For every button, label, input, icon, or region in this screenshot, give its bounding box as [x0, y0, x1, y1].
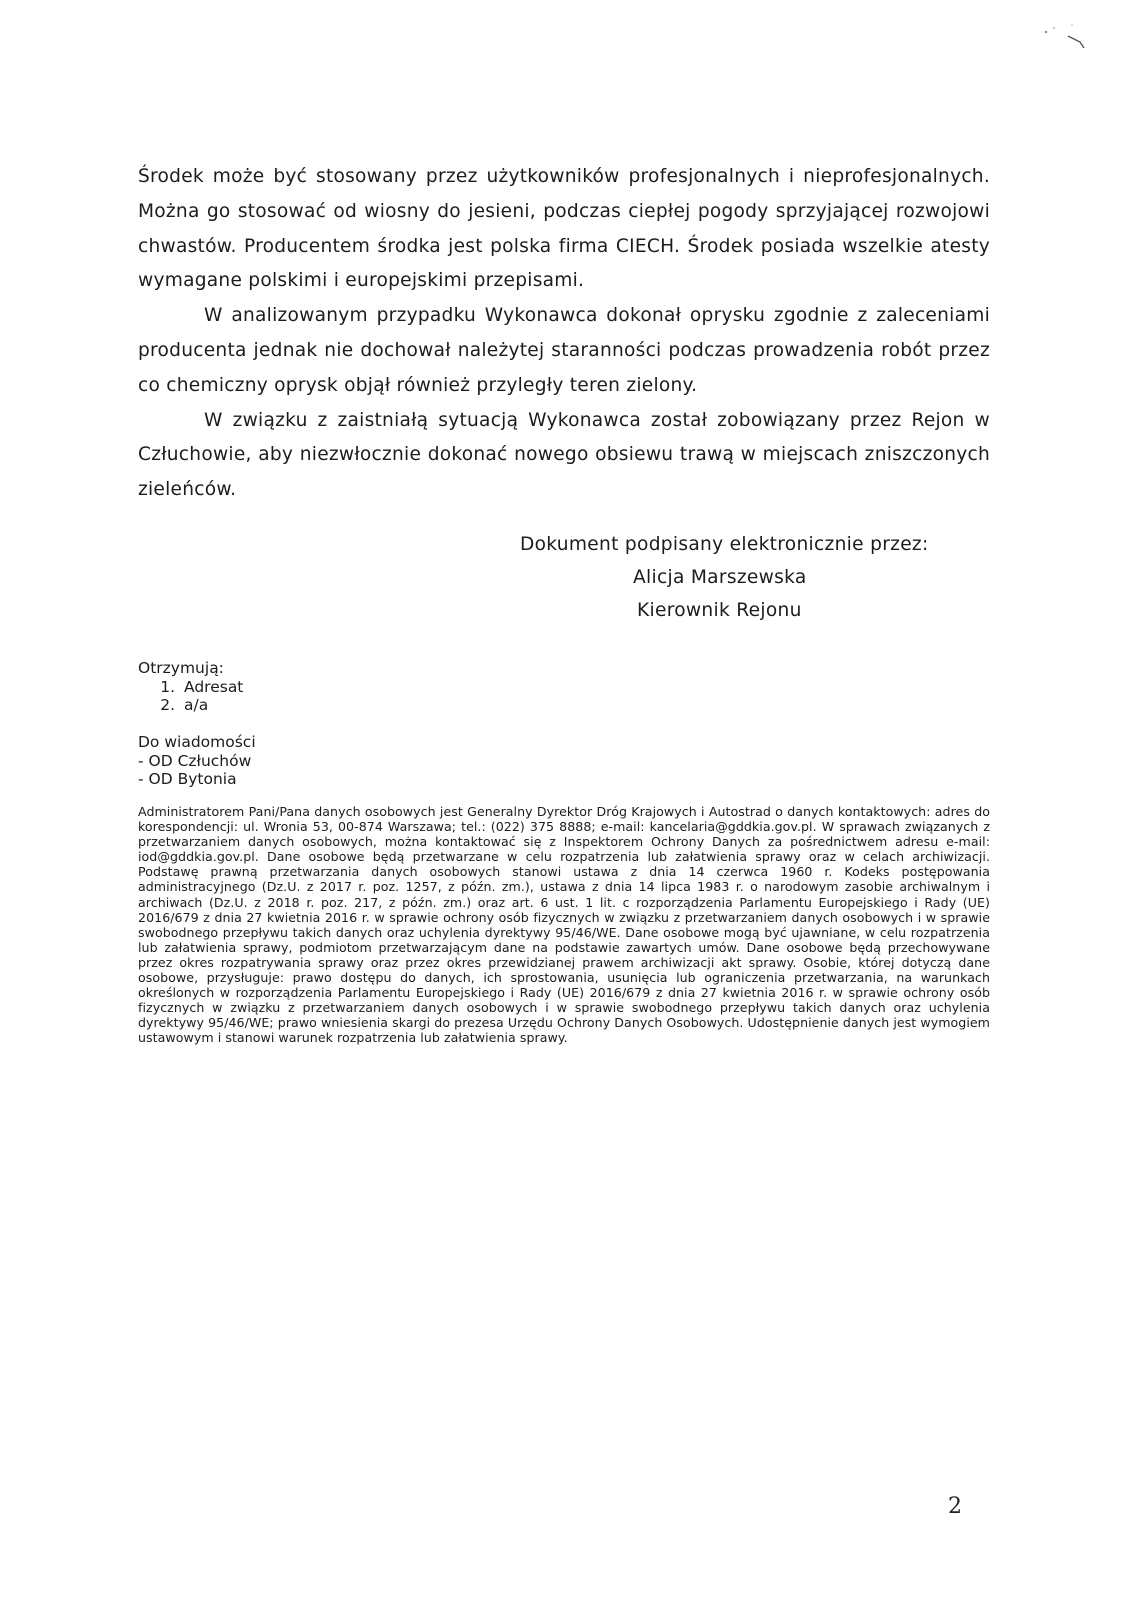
cc-section [138, 733, 256, 789]
body-paragraph: Środek może być stosowany przez użytkowników profesjonalnych i nieprofesjonalnych. Można go stosować od wiosny do jesieni, podczas ciepłej pogody sprzyjającej rozwojowi chwastów. Producentem środka jest polska firma CIECH. Środek posiada wszelkie atesty wymagane polskimi i europejskimi przepisami. [138, 166, 990, 292]
cc-heading: Do wiadomości [138, 733, 256, 751]
cc-item: - OD Bytonia [138, 770, 237, 788]
signature-block [520, 528, 940, 627]
scan-artifact-icon [1040, 22, 1090, 52]
body-paragraph: W analizowanym przypadku Wykonawca dokonał oprysku zgodnie z zaleceniami producenta jednak nie dochował należytej staranności podczas prowadzenia robót przez co chemiczny oprysk objął również przyległy teren zielony. [138, 305, 990, 396]
recipient-item: 2. a/a [180, 696, 243, 715]
body-text [138, 160, 990, 508]
cc-item: - OD Człuchów [138, 751, 252, 770]
signature-caption: Dokument podpisany elektronicznie przez: [520, 534, 929, 555]
page-number: 2 [948, 1494, 962, 1519]
body-paragraph: W związku z zaistniałą sytuacją Wykonawca został zobowiązany przez Rejon w Człuchowie, aby niezwłocznie dokonać nowego obsiewu trawą w miejscach zniszczonych zieleńców. [138, 409, 990, 501]
recipients-list [138, 678, 243, 715]
signatory-name: Alicja Marszewska [633, 567, 807, 588]
signatory-role: Kierownik Rejonu [637, 600, 802, 621]
recipient-item: 1. Adresat [180, 678, 243, 697]
gdpr-notice: Administratorem Pani/Pana danych osobowych jest Generalny Dyrektor Dróg Krajowych i Autostrad o danych kontaktowych: adres do korespondencji: ul. Wronia 53, 00-874 Warszawa; tel.: (022) 375 8888; e-mail: kancelaria@gddkia.gov.pl. W sprawach związanych z przetwarzaniem danych osobowych, można kontaktować się z Inspektorem Ochrony Danych za pośrednictwem adresu e-mail: iod@gddkia.gov.pl. Dane osobowe będą przetwarzane w celu rozpatrzenia lub załatwienia sprawy oraz w celach archiwizacji. Podstawę prawną przetwarzania danych osobowych stanowi ustawa z dnia 14 czerwca 1960 r. Kodeks postępowania administracyjnego (Dz.U. z 2017 r. poz. 1257, z późn. zm.), ustawa z dnia 14 lipca 1983 r. o narodowym zasobie archiwalnym i archiwach (Dz.U. z 2018 r. poz. 217, z późn. zm.) oraz art. 6 ust. 1 lit. c rozporządzenia Parlamentu Europejskiego i Rady (UE) 2016/679 z dnia 27 kwietnia 2016 r. w sprawie ochrony osób fizycznych w związku z przetwarzaniem danych osobowych i w sprawie swobodnego przepływu takich danych oraz uchylenia dyrektywy 95/46/WE. Dane osobowe mogą być ujawniane, w celu rozpatrzenia lub załatwienia sprawy, podmiotom przetwarzającym dane na podstawie zawartych umów. Dane osobowe będą przechowywane przez okres rozpatrywania sprawy oraz przez okres przewidzianej prawem archiwizacji akt sprawy. Osobie, której dotyczą dane osobowe, przysługuje: prawo dostępu do danych, ich sprostowania, usunięcia lub ograniczenia przetwarzania, na warunkach określonych w rozporządzenia Parlamentu Europejskiego i Rady (UE) 2016/679 z dnia 27 kwietnia 2016 r. w sprawie ochrony osób fizycznych w związku z przetwarzaniem danych osobowych i w sprawie swobodnego przepływu takich danych oraz uchylenia dyrektywy 95/46/WE; prawo wniesienia skargi do prezesa Urzędu Ochrony Danych Osobowych. Udostępnienie danych jest wymogiem ustawowym i stanowi warunek rozpatrzenia lub załatwienia sprawy. [138, 804, 990, 1046]
recipients-section [138, 659, 243, 715]
recipients-heading: Otrzymują: [138, 659, 224, 677]
